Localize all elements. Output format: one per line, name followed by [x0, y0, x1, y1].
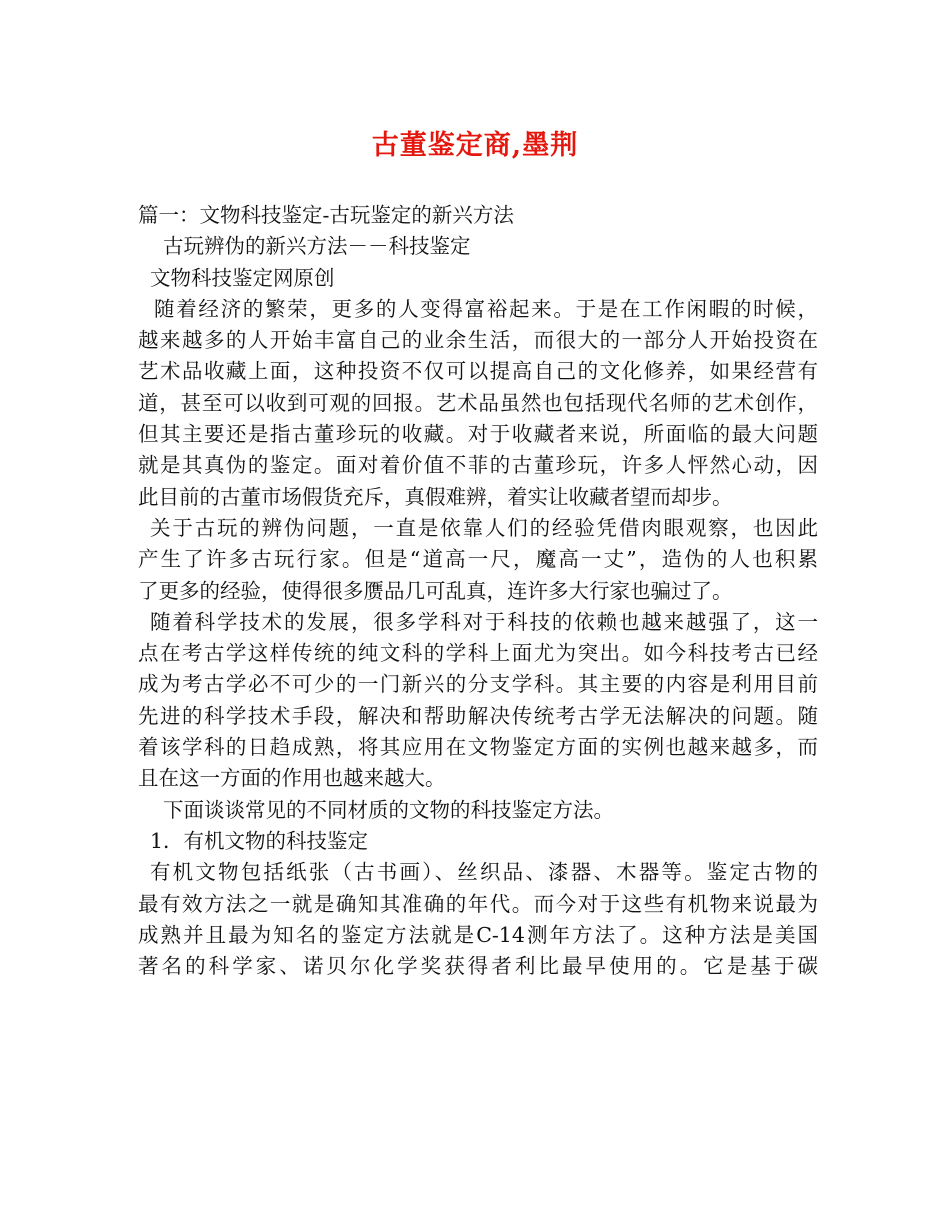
text-line: 最有效方法之一就是确知其准确的年代。而今对于这些有机物来说最为	[138, 891, 818, 916]
text-line: 艺术品收藏上面，这种投资不仅可以提高自己的文化修养，如果经营有	[138, 359, 818, 384]
text-line: 且在这一方面的作用也越来越大。	[138, 766, 446, 791]
text-line: 此目前的古董市场假货充斥，真假难辨，着实让收藏者望而却步。	[138, 484, 733, 509]
text-line: 了更多的经验，使得很多赝品几可乱真，连许多大行家也骗过了。	[138, 578, 733, 603]
text-line: 文物科技鉴定网原创	[150, 265, 335, 290]
text-line: 1．有机文物的科技鉴定	[150, 828, 369, 853]
text-line: 先进的科学技术手段，解决和帮助解决传统考古学无法解决的问题。随	[138, 703, 818, 728]
text-line: 道，甚至可以收到可观的回报。艺术品虽然也包括现代名师的艺术创作，	[138, 390, 818, 415]
text-line: 篇一：文物科技鉴定-古玩鉴定的新兴方法	[138, 203, 514, 227]
text-line: 随着科学技术的发展，很多学科对于科技的依赖也越来越强了，这一	[150, 609, 818, 634]
text-line: 有机文物包括纸张（古书画）、丝织品、漆器、木器等。鉴定古物的	[150, 860, 818, 885]
text-line: 随着经济的繁荣，更多的人变得富裕起来。于是在工作闲暇的时候，	[154, 296, 818, 321]
text-line: 就是其真伪的鉴定。面对着价值不菲的古董珍玩，许多人怦然心动，因	[138, 453, 818, 478]
text-line: 下面谈谈常见的不同材质的文物的科技鉴定方法。	[163, 797, 614, 822]
text-line: 古玩辨伪的新兴方法－－科技鉴定	[163, 234, 471, 259]
text-line: 成熟并且最为知名的鉴定方法就是C-14测年方法了。这种方法是美国	[138, 922, 818, 947]
text-line: 产生了许多古玩行家。但是“道高一尺，魔高一丈”，造伪的人也积累	[138, 547, 818, 572]
text-line: 越来越多的人开始丰富自己的业余生活，而很大的一部分人开始投资在	[138, 328, 818, 353]
text-line: 成为考古学必不可少的一门新兴的分支学科。其主要的内容是利用目前	[138, 672, 818, 697]
text-line: 着该学科的日趋成熟，将其应用在文物鉴定方面的实例也越来越多，而	[138, 735, 818, 760]
document-body	[138, 200, 818, 982]
text-line: 但其主要还是指古董珍玩的收藏。对于收藏者来说，所面临的最大问题	[138, 422, 818, 447]
text-line: 著名的科学家、诺贝尔化学奖获得者利比最早使用的。它是基于碳	[138, 954, 818, 979]
text-line: 点在考古学这样传统的纯文科的学科上面尤为突出。如今科技考古已经	[138, 641, 818, 666]
document-title: 古董鉴定商,墨荆	[371, 130, 579, 161]
text-line: 关于古玩的辨伪问题，一直是依靠人们的经验凭借肉眼观察，也因此	[150, 515, 818, 540]
